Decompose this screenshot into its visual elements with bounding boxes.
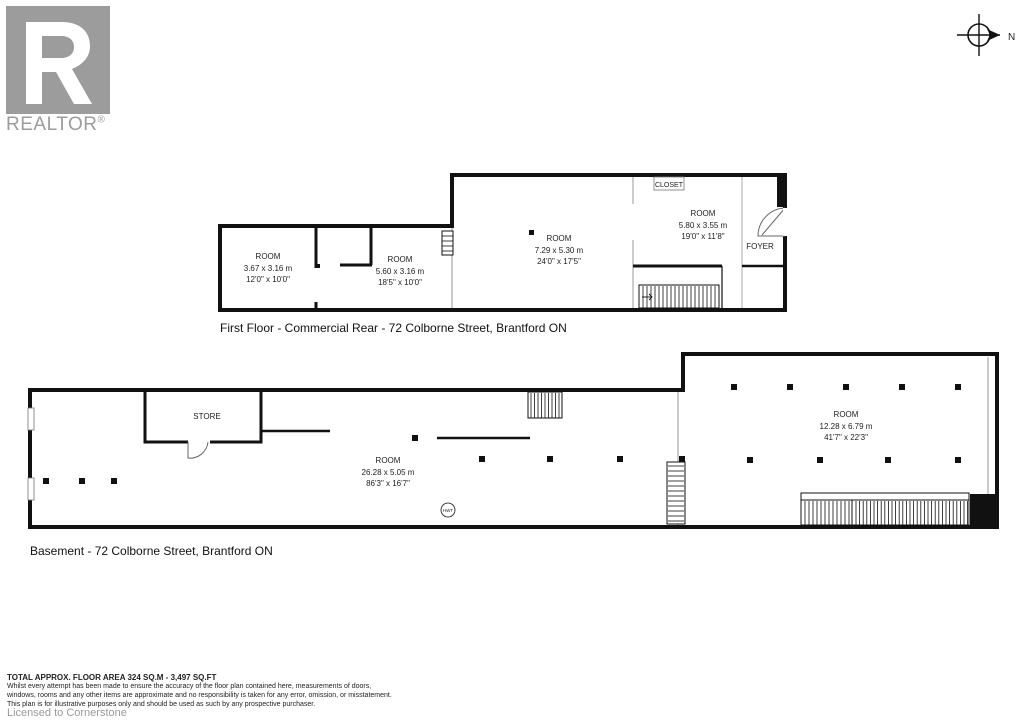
svg-text:ROOM: ROOM xyxy=(375,456,401,465)
svg-text:ROOM: ROOM xyxy=(833,410,859,419)
svg-text:12'0" x 10'0": 12'0" x 10'0" xyxy=(246,275,290,284)
svg-text:3.67 x 3.16 m: 3.67 x 3.16 m xyxy=(243,264,293,273)
column xyxy=(412,435,418,441)
svg-text:ROOM: ROOM xyxy=(387,255,413,264)
footer-notes xyxy=(7,673,447,709)
column xyxy=(79,478,85,484)
svg-text:5.60 x 3.16 m: 5.60 x 3.16 m xyxy=(375,267,425,276)
first-floor-stair xyxy=(639,285,719,308)
column xyxy=(731,384,737,390)
column xyxy=(547,456,553,462)
svg-text:ROOM: ROOM xyxy=(690,209,716,218)
basement-plan xyxy=(28,354,999,529)
column xyxy=(316,264,320,268)
svg-text:7.29 x 5.30 m: 7.29 x 5.30 m xyxy=(534,246,584,255)
first-floor-plan xyxy=(220,175,787,310)
svg-text:41'7" x 22'3": 41'7" x 22'3" xyxy=(824,433,868,442)
basement-corner-block xyxy=(970,494,999,529)
svg-text:26.28 x 5.05 m: 26.28 x 5.05 m xyxy=(361,468,415,477)
realtor-wordmark: REALTOR® xyxy=(6,114,106,135)
basement-room-1-label xyxy=(362,456,415,488)
window xyxy=(28,408,34,430)
first-floor-caption: First Floor - Commercial Rear - 72 Colborne Street, Brantford ON xyxy=(220,321,567,335)
foyer-label: FOYER xyxy=(746,242,774,251)
basement-stair-vertical xyxy=(667,462,685,524)
total-floor-area: TOTAL APPROX. FLOOR AREA 324 SQ.M - 3,497 SQ.FT xyxy=(7,673,217,682)
first-floor-room-1-label xyxy=(244,252,293,284)
foyer-door-opening xyxy=(783,208,787,236)
svg-text:ROOM: ROOM xyxy=(546,234,572,243)
svg-text:18'5" x 10'0": 18'5" x 10'0" xyxy=(378,278,422,287)
column xyxy=(843,384,849,390)
basement-caption: Basement - 72 Colborne Street, Brantford ON xyxy=(30,544,273,558)
license-watermark: Licensed to Cornerstone xyxy=(7,707,127,719)
basement-stair-top xyxy=(528,392,562,418)
store-label: STORE xyxy=(193,412,221,421)
column xyxy=(679,456,685,462)
column xyxy=(955,384,961,390)
column xyxy=(43,478,49,484)
column xyxy=(817,457,823,463)
column xyxy=(955,457,961,463)
compass-north-label: N xyxy=(1008,32,1016,43)
entry-wall-block xyxy=(777,175,787,207)
column xyxy=(479,456,485,462)
svg-text:5.80 x 3.55 m: 5.80 x 3.55 m xyxy=(678,221,728,230)
disclaimer-line: This plan is for illustrative purposes only and should be used as such by any prospective purchaser. xyxy=(7,701,316,708)
disclaimer-line: Whilst every attempt has been made to ensure the accuracy of the floor plan contained here, measurements of doors, xyxy=(7,683,372,690)
window xyxy=(28,478,34,500)
first-floor-room-2-label xyxy=(376,255,425,287)
closet-label: CLOSET xyxy=(654,182,684,189)
disclaimer-line: windows, rooms and any other items are approximate and no responsibility is taken for any error, omission, or misstatement. xyxy=(7,692,392,699)
svg-text:24'0" x 17'5": 24'0" x 17'5" xyxy=(537,257,581,266)
first-floor-small-stair xyxy=(442,231,453,255)
svg-text:ROOM: ROOM xyxy=(255,252,281,261)
foyer-door-swing xyxy=(758,208,785,236)
column xyxy=(617,456,623,462)
hwt-label: HWT xyxy=(442,508,454,513)
column xyxy=(899,384,905,390)
first-floor-room-3-label xyxy=(535,234,584,266)
column xyxy=(111,478,117,484)
store-door-swing xyxy=(188,442,208,458)
basement-room-2-label xyxy=(820,410,873,442)
column xyxy=(885,457,891,463)
column xyxy=(747,457,753,463)
svg-text:19'0" x 11'8": 19'0" x 11'8" xyxy=(681,232,725,241)
svg-text:86'3" x 16'7": 86'3" x 16'7" xyxy=(366,479,410,488)
basement-stair-bottom xyxy=(801,493,969,525)
column xyxy=(529,230,534,235)
svg-text:12.28 x 6.79 m: 12.28 x 6.79 m xyxy=(819,422,873,431)
column xyxy=(787,384,793,390)
first-floor-room-4-label xyxy=(679,209,728,241)
